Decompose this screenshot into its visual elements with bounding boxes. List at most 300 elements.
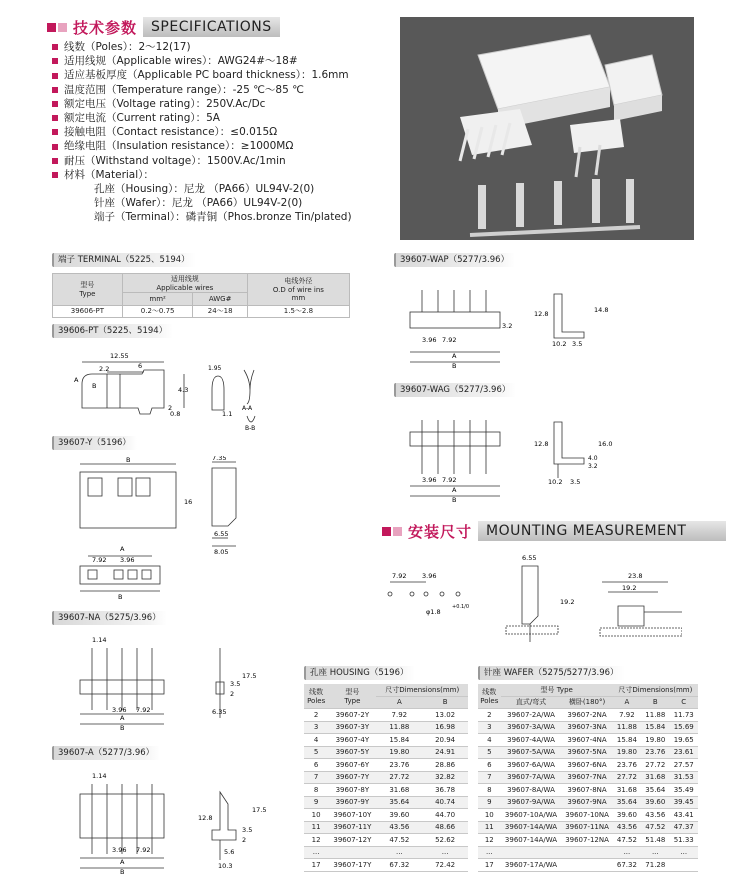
wap-dim: 14.8	[594, 306, 609, 314]
y-dim: A	[120, 545, 125, 553]
table-cell: 7.92	[376, 709, 422, 722]
a-dim: 3.5	[242, 826, 253, 834]
table-row	[478, 846, 698, 859]
a-dim: 10.3	[218, 862, 233, 870]
na-dim: 3.96	[112, 706, 127, 714]
spec-text: 孔座（Housing）：尼龙 （PA66）UL94V-2(0)	[94, 183, 315, 196]
table-cell: 19.80	[641, 734, 669, 747]
table-row	[304, 746, 468, 759]
table-cell: 11.88	[613, 721, 641, 734]
wap-dim: A	[452, 352, 457, 360]
wafer-table	[478, 684, 698, 872]
y-dim: 7.35	[212, 456, 227, 462]
mounting-dim: 23.8	[628, 572, 643, 580]
y-dim: B	[118, 593, 123, 601]
na-dim: 17.5	[242, 672, 257, 680]
pt-dim: 6	[138, 362, 143, 370]
wap-dim: 10.2	[552, 340, 567, 348]
table-cell: ...	[478, 846, 501, 859]
table-cell: 39607-2NA	[561, 709, 612, 722]
wap-drawing	[394, 272, 624, 372]
table-cell: 39607-12Y	[328, 834, 376, 847]
table-cell: 15.69	[670, 721, 699, 734]
housing-table	[304, 684, 468, 872]
table-cell: 17	[304, 859, 328, 872]
spec-text: 适应基板厚度（Applicable PC board thickness）：1.6mm	[64, 69, 349, 82]
table-cell: 39607-9NA	[561, 796, 612, 809]
bullet-icon	[52, 73, 58, 79]
table-cell: 71.28	[641, 859, 669, 872]
table-cell: 19.65	[670, 734, 699, 747]
mounting-title	[382, 521, 726, 541]
housing-tag: 孔座 HOUSING（5196）	[304, 666, 415, 680]
table-cell: 39607-10NA	[561, 809, 612, 822]
table-row	[304, 809, 468, 822]
spec-text: 额定电压（Voltage rating）：250V.Ac/Dc	[64, 97, 266, 110]
table-cell: 31.68	[613, 784, 641, 797]
table-cell: 19.80	[376, 746, 422, 759]
table-cell: 5	[478, 746, 501, 759]
table-row	[304, 859, 468, 872]
table-cell: 15.84	[376, 734, 422, 747]
table-cell: 27.72	[613, 771, 641, 784]
table-cell: 51.48	[641, 834, 669, 847]
wap-dim: 3.2	[502, 322, 513, 330]
housing-header-poles: 线数 Poles	[304, 684, 328, 709]
wag-dim: 3.5	[570, 478, 581, 486]
table-cell: 48.66	[422, 821, 468, 834]
table-cell: 67.32	[376, 859, 422, 872]
table-cell: ...	[304, 846, 328, 859]
table-cell: 27.72	[376, 771, 422, 784]
y-dim: B	[126, 456, 131, 464]
table-cell: 52.62	[422, 834, 468, 847]
table-cell: 43.56	[613, 821, 641, 834]
table-cell: 39607-12NA	[561, 834, 612, 847]
table-cell	[501, 846, 562, 859]
table-cell: 36.78	[422, 784, 468, 797]
table-row	[304, 834, 468, 847]
table-cell: 39607-8Y	[328, 784, 376, 797]
bullet-icon	[52, 58, 58, 64]
wag-dim: B	[452, 496, 457, 502]
table-cell: 35.64	[613, 796, 641, 809]
table-cell: 39607-7A/WA	[501, 771, 562, 784]
pt-dim: B	[92, 382, 97, 390]
wag-dim: 3.96	[422, 476, 437, 484]
wafer-tag: 针座 WAFER（5275/5277/3.96）	[478, 666, 625, 680]
table-cell: 47.52	[641, 821, 669, 834]
table-cell: 39607-3NA	[561, 721, 612, 734]
table-row	[478, 771, 698, 784]
table-cell: ...	[376, 846, 422, 859]
table-cell: 23.76	[613, 759, 641, 772]
table-row	[304, 709, 468, 722]
wag-dim: 4.0	[588, 455, 598, 462]
wag-dim: 12.8	[534, 440, 549, 448]
table-cell: 4	[304, 734, 328, 747]
table-cell: 39607-4NA	[561, 734, 612, 747]
na-dim: B	[120, 724, 125, 730]
table-cell: 19.80	[613, 746, 641, 759]
table-cell: 23.76	[641, 746, 669, 759]
table-cell: 39607-11NA	[561, 821, 612, 834]
table-row	[478, 746, 698, 759]
table-cell: 11.88	[376, 721, 422, 734]
wafer-header-poles: 线数 Poles	[478, 684, 501, 709]
table-cell: 39607-10Y	[328, 809, 376, 822]
table-row	[478, 834, 698, 847]
mounting-dim: 19.2	[560, 598, 575, 606]
table-cell: 40.74	[422, 796, 468, 809]
table-row	[304, 759, 468, 772]
table-cell: 10	[304, 809, 328, 822]
a-dim: 2	[242, 836, 247, 844]
table-cell: ...	[422, 846, 468, 859]
table-cell: 39607-10A/WA	[501, 809, 562, 822]
y-dim: 16	[184, 498, 193, 506]
mounting-drawing	[382, 546, 682, 646]
table-cell: 12	[478, 834, 501, 847]
table-cell: 7	[478, 771, 501, 784]
table-row	[304, 771, 468, 784]
table-cell: 39607-6Y	[328, 759, 376, 772]
table-cell: ...	[670, 846, 699, 859]
pt-drawing	[52, 344, 282, 434]
wafer-header-a: A	[613, 696, 641, 709]
pt-dim: 2	[168, 404, 173, 412]
table-cell: 2	[304, 709, 328, 722]
table-row	[478, 734, 698, 747]
spec-item	[52, 54, 352, 68]
table-cell: 31.68	[641, 771, 669, 784]
wafer-header-dim: 尺寸Dimensions(mm)	[613, 684, 698, 696]
table-cell: 35.64	[376, 796, 422, 809]
table-cell: 39607-7Y	[328, 771, 376, 784]
square-icon	[393, 527, 402, 536]
wag-dim: 3.2	[588, 463, 598, 470]
table-row: 39606-PT 0.2～0.75 24～18 1.5～2.8	[53, 305, 350, 318]
table-cell: 32.82	[422, 771, 468, 784]
table-cell: 39607-2Y	[328, 709, 376, 722]
spec-text: 线数（Poles）：2～12(17)	[64, 41, 191, 53]
table-cell: 28.86	[422, 759, 468, 772]
table-cell: 35.64	[641, 784, 669, 797]
table-cell: 17	[478, 859, 501, 872]
table-cell: 6	[304, 759, 328, 772]
table-cell: 39607-17A/WA	[501, 859, 562, 872]
table-cell: 39607-4Y	[328, 734, 376, 747]
table-cell: 7.92	[613, 709, 641, 722]
table-cell: 39607-8A/WA	[501, 784, 562, 797]
table-row	[478, 859, 698, 872]
spec-text: 接触电阻（Contact resistance）：≤0.015Ω	[64, 126, 278, 139]
y-dim: 7.92	[92, 556, 107, 564]
spec-text: 额定电流（Current rating）：5A	[64, 112, 220, 125]
table-cell: 7	[304, 771, 328, 784]
spec-text: 温度范围（Temperature range）：-25 ℃～85 ℃	[64, 83, 304, 96]
terminal-header-wires: 适用线规 Applicable wires	[122, 274, 247, 293]
table-cell: 39607-11Y	[328, 821, 376, 834]
table-cell: 6	[478, 759, 501, 772]
table-cell: 39.60	[376, 809, 422, 822]
spec-item	[52, 68, 352, 82]
spec-item	[52, 97, 352, 111]
housing-header-dim: 尺寸Dimensions(mm)	[376, 684, 468, 696]
table-cell: 39.45	[670, 796, 699, 809]
table-cell: 47.52	[613, 834, 641, 847]
wafer-header-b: B	[641, 696, 669, 709]
table-cell: 39607-9Y	[328, 796, 376, 809]
table-cell: 39607-14A/WA	[501, 821, 562, 834]
product-photo-illustration	[400, 17, 694, 240]
a-dim: 7.92	[136, 846, 151, 854]
table-cell	[670, 859, 699, 872]
square-icon	[382, 527, 391, 536]
table-row	[478, 721, 698, 734]
table-cell: 67.32	[613, 859, 641, 872]
table-cell: 23.61	[670, 746, 699, 759]
table-cell: 39607-6A/WA	[501, 759, 562, 772]
table-row	[478, 784, 698, 797]
wag-drawing	[394, 402, 624, 502]
table-cell: 35.49	[670, 784, 699, 797]
y-dim: 8.05	[214, 548, 229, 556]
pt-dim: 1.95	[208, 365, 222, 372]
table-cell: 24.91	[422, 746, 468, 759]
table-cell: 43.41	[670, 809, 699, 822]
table-cell: 39607-6NA	[561, 759, 612, 772]
table-cell: 51.33	[670, 834, 699, 847]
table-cell: 39607-5Y	[328, 746, 376, 759]
table-cell: 3	[478, 721, 501, 734]
wap-dim: 3.5	[572, 340, 583, 348]
a-dim: A	[120, 858, 125, 866]
wap-dim: 7.92	[442, 336, 457, 344]
table-row	[478, 709, 698, 722]
table-row	[478, 809, 698, 822]
table-cell: 10	[478, 809, 501, 822]
pt-dim: 12.55	[110, 352, 129, 360]
a-dim: 5.6	[224, 848, 235, 856]
spec-item	[52, 125, 352, 139]
table-cell: 9	[304, 796, 328, 809]
wag-dim: 7.92	[442, 476, 457, 484]
y-drawing	[52, 456, 282, 606]
table-cell: 39607-2A/WA	[501, 709, 562, 722]
table-row	[478, 796, 698, 809]
wap-tag: 39607-WAP（5277/3.96）	[394, 253, 515, 267]
a-dim: 12.8	[198, 814, 213, 822]
spec-sub-item	[52, 182, 352, 196]
table-cell: 43.56	[641, 809, 669, 822]
table-cell: 4	[478, 734, 501, 747]
table-cell: 39607-3A/WA	[501, 721, 562, 734]
spec-sub-item	[52, 210, 352, 224]
na-dim: 3.5	[230, 680, 241, 688]
wafer-header-c: C	[670, 696, 699, 709]
y-dim: 6.55	[214, 530, 229, 538]
table-cell: 31.53	[670, 771, 699, 784]
table-cell: 15.84	[613, 734, 641, 747]
housing-header-b: B	[422, 696, 468, 709]
table-cell: 5	[304, 746, 328, 759]
table-row	[478, 821, 698, 834]
mounting-title-en: MOUNTING MEASUREMENT	[478, 521, 726, 541]
table-row	[304, 721, 468, 734]
na-tag: 39607-NA（5275/3.96）	[52, 611, 167, 625]
table-cell: 39607-5A/WA	[501, 746, 562, 759]
na-dim: 7.92	[136, 706, 151, 714]
pt-section-label: A-A	[242, 405, 253, 412]
table-row	[304, 734, 468, 747]
wafer-header-straight: 直式/弯式	[501, 696, 562, 709]
spec-sub-item	[52, 196, 352, 210]
spec-item	[52, 139, 352, 153]
table-cell: 39.60	[613, 809, 641, 822]
table-cell: 39607-17Y	[328, 859, 376, 872]
table-cell: 44.70	[422, 809, 468, 822]
table-cell: 20.94	[422, 734, 468, 747]
square-icon	[58, 23, 67, 32]
a-dim: B	[120, 868, 125, 874]
square-icon	[47, 23, 56, 32]
wap-dim: 12.8	[534, 310, 549, 318]
table-cell: 9	[478, 796, 501, 809]
housing-header-a: A	[376, 696, 422, 709]
pt-dim: 0.8	[170, 410, 181, 418]
table-cell: 39.60	[641, 796, 669, 809]
wap-dim: B	[452, 362, 457, 370]
table-cell: 11.73	[670, 709, 699, 722]
pt-dim: A	[74, 376, 79, 384]
terminal-header-mm2: mm²	[122, 293, 193, 306]
pt-dim: 4.3	[178, 386, 189, 394]
housing-header-type: 型号 Type	[328, 684, 376, 709]
table-cell: 39607-3Y	[328, 721, 376, 734]
mounting-dim: +0.1/0	[452, 604, 470, 610]
bullet-icon	[52, 144, 58, 150]
table-cell: 72.42	[422, 859, 468, 872]
table-cell: 31.68	[376, 784, 422, 797]
table-cell: 43.56	[376, 821, 422, 834]
product-photo	[400, 17, 694, 240]
table-cell: 8	[304, 784, 328, 797]
bullet-icon	[52, 44, 58, 50]
table-row	[304, 784, 468, 797]
table-cell: 47.37	[670, 821, 699, 834]
table-cell: 39607-8NA	[561, 784, 612, 797]
table-cell: 11	[478, 821, 501, 834]
pt-tag: 39606-PT（5225、5194）	[52, 324, 173, 338]
table-cell	[561, 859, 612, 872]
spec-text: 耐压（Withstand voltage）：1500V.Ac/1min	[64, 154, 286, 167]
wag-dim: 10.2	[548, 478, 563, 486]
table-cell: 3	[304, 721, 328, 734]
specifications-title-en: SPECIFICATIONS	[143, 17, 280, 37]
bullet-icon	[52, 101, 58, 107]
mounting-dim: 7.92	[392, 572, 407, 580]
wafer-header-horizontal: 横卧(180°)	[561, 696, 612, 709]
mounting-dim: 6.55	[522, 554, 537, 562]
table-cell: 39607-5NA	[561, 746, 612, 759]
pt-dim: 2.2	[99, 365, 110, 373]
pt-section-label: B-B	[245, 425, 256, 432]
table-row	[304, 821, 468, 834]
table-cell: 8	[478, 784, 501, 797]
table-cell: 39607-9A/WA	[501, 796, 562, 809]
table-cell: 16.98	[422, 721, 468, 734]
spec-item	[52, 40, 352, 54]
table-cell: 13.02	[422, 709, 468, 722]
a-dim: 1.14	[92, 772, 107, 780]
table-row	[304, 796, 468, 809]
table-cell: 2	[478, 709, 501, 722]
table-cell: 23.76	[376, 759, 422, 772]
spec-text: 绝缘电阻（Insulation resistance）：≥1000MΩ	[64, 140, 294, 153]
terminal-tag: 端子 TERMINAL（5225、5194）	[52, 253, 196, 267]
na-dim: 1.14	[92, 636, 107, 644]
table-row	[304, 846, 468, 859]
table-cell: ...	[613, 846, 641, 859]
spec-item	[52, 154, 352, 168]
a-dim: 3.96	[112, 846, 127, 854]
na-dim: 2	[230, 690, 235, 698]
specifications-title-cn: 技术参数	[73, 18, 138, 37]
spec-text: 材料（Material）：	[64, 168, 154, 181]
a-drawing	[52, 764, 282, 874]
table-cell: 12	[304, 834, 328, 847]
specifications-title	[47, 17, 280, 37]
spec-item	[52, 83, 352, 97]
wag-dim: A	[452, 486, 457, 494]
bullet-icon	[52, 115, 58, 121]
wag-dim: 16.0	[598, 440, 613, 448]
table-cell	[328, 846, 376, 859]
table-cell: 39607-7NA	[561, 771, 612, 784]
table-cell: 15.84	[641, 721, 669, 734]
table-cell: 27.57	[670, 759, 699, 772]
table-cell: 39607-4A/WA	[501, 734, 562, 747]
table-cell: ...	[641, 846, 669, 859]
mounting-dim: 3.96	[422, 572, 437, 580]
table-cell: 11	[304, 821, 328, 834]
terminal-header-awg: AWG#	[193, 293, 247, 306]
spec-text: 端子（Terminal）：磷青铜（Phos.bronze Tin/plated)	[94, 211, 352, 224]
spec-text: 针座（Wafer）：尼龙 （PA66）UL94V-2(0)	[94, 197, 303, 210]
mounting-title-cn: 安装尺寸	[408, 522, 473, 541]
spec-item	[52, 168, 352, 182]
spec-item	[52, 111, 352, 125]
na-drawing	[52, 630, 282, 730]
y-dim: 3.96	[120, 556, 135, 564]
table-cell: 39607-14A/WA	[501, 834, 562, 847]
terminal-table	[52, 273, 350, 318]
a-dim: 17.5	[252, 806, 267, 814]
wafer-header-type: 型号 Type	[501, 684, 613, 696]
spec-text: 适用线规（Applicable wires）：AWG24#～18#	[64, 55, 298, 68]
na-dim: A	[120, 714, 125, 722]
bullet-icon	[52, 87, 58, 93]
bullet-icon	[52, 158, 58, 164]
wap-dim: 3.96	[422, 336, 437, 344]
terminal-header-od: 电线外径 O.D of wire ins mm	[247, 274, 349, 306]
wag-tag: 39607-WAG（5277/3.96）	[394, 383, 516, 397]
table-cell: 11.88	[641, 709, 669, 722]
bullet-icon	[52, 129, 58, 135]
table-cell	[561, 846, 612, 859]
table-row	[478, 759, 698, 772]
